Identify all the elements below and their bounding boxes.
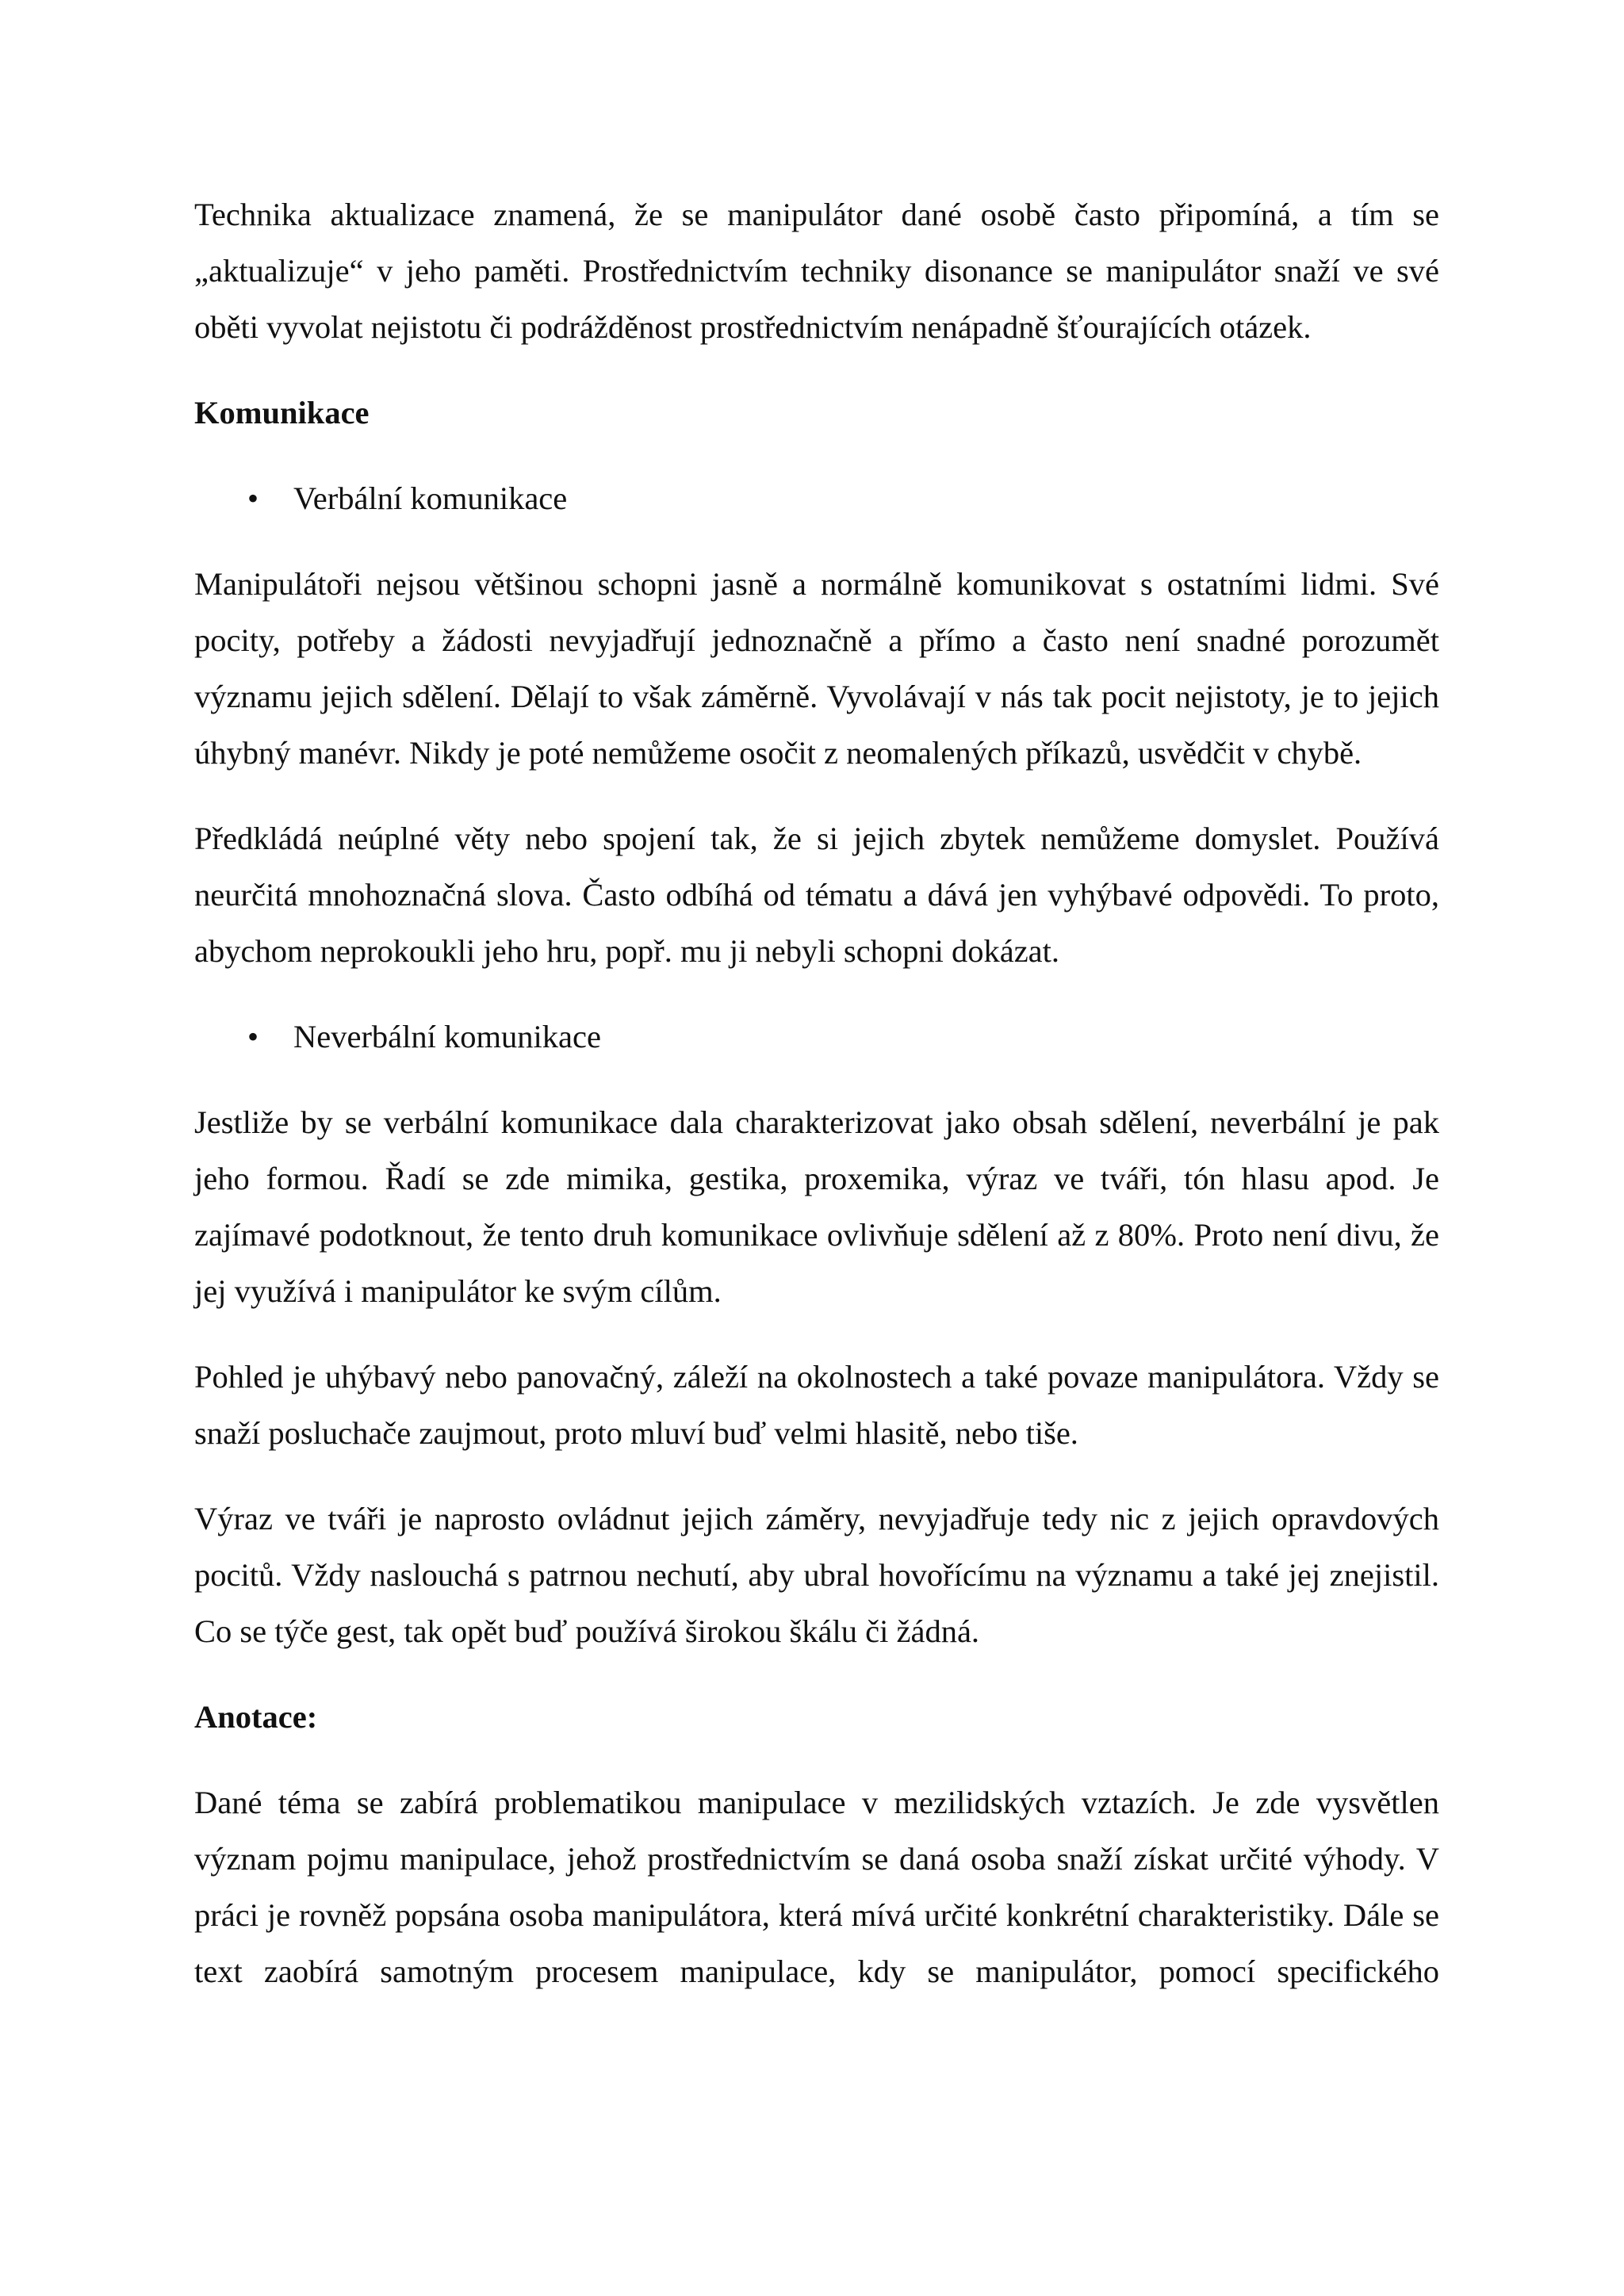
paragraph-pohled: Pohled je uhýbavý nebo panovačný, záleží na okolnostech a také povaze manipulátora. Vždy se snaží posluchače zaujmout, proto mluví buď velmi hlasitě, nebo tiše. [194,1359,1439,1451]
bullet-neverbalni-komunikace [194,1008,1439,1065]
paragraph-manipulatori: Manipulátoři nejsou většinou schopni jasně a normálně komunikovat s ostatními lidmi. Své pocity, potřeby a žádosti nevyjadřují jednoznačně a přímo a často není snadné porozumět významu jejich sdělení. Dělají to však záměrně. Vyvolávají v nás tak pocit nejistoty, je to jejich úhybný manévr. Nikdy je poté nemůžeme osočit z neomalených příkazů, usvědčit v chybě. [194,566,1439,771]
bullet-label: Neverbální komunikace [293,1019,601,1054]
bullet-label: Verbální komunikace [293,480,568,516]
bullet-verbalni-komunikace [194,470,1439,526]
paragraph-predklada: Předkládá neúplné věty nebo spojení tak, že si jejich zbytek nemůžeme domyslet. Používá neurčitá mnohoznačná slova. Často odbíhá od tématu a dává jen vyhýbavé odpovědi. To proto, abychom neprokoukli jeho hru, popř. mu ji nebyli schopni dokázat. [194,821,1439,969]
bullet-icon: • [247,480,259,516]
heading-anotace: Anotace: [194,1699,318,1735]
paragraph-anotace: Dané téma se zabírá problematikou manipulace v mezilidských vztazích. Je zde vysvětlen význam pojmu manipulace, jehož prostřednictvím se daná osoba snaží získat určité výhody. V práci je rovněž popsána osoba manipulátora, která mívá určité konkrétní charakteristiky. Dále se text zaobírá samotným procesem manipulace, kdy se manipulátor, pomocí specifického [194,1785,1439,1989]
paragraph-aktualizace: Technika aktualizace znamená, že se manipulátor dané osobě často připomíná, a tím se „aktualizuje“ v jeho paměti. Prostřednictvím techniky disonance se manipulátor snaží ve své oběti vyvolat nejistotu či podrážděnost prostřednictvím nenápadně šťourajících otázek. [194,197,1439,345]
document-page [194,186,1439,2029]
heading-komunikace: Komunikace [194,395,370,430]
paragraph-jestlize: Jestliže by se verbální komunikace dala charakterizovat jako obsah sdělení, neverbální je pak jeho formou. Řadí se zde mimika, gestika, proxemika, výraz ve tváři, tón hlasu apod. Je zajímavé podotknout, že tento druh komunikace ovlivňuje sdělení až z 80%. Proto není divu, že jej využívá i manipulátor ke svým cílům. [194,1104,1439,1309]
bullet-icon: • [247,1019,259,1054]
paragraph-vyraz: Výraz ve tváři je naprosto ovládnut jejich záměry, nevyjadřuje tedy nic z jejich opravdových pocitů. Vždy naslouchá s patrnou nechutí, aby ubral hovořícímu na významu a také jej znejistil. Co se týče gest, tak opět buď používá širokou škálu či žádná. [194,1501,1439,1649]
